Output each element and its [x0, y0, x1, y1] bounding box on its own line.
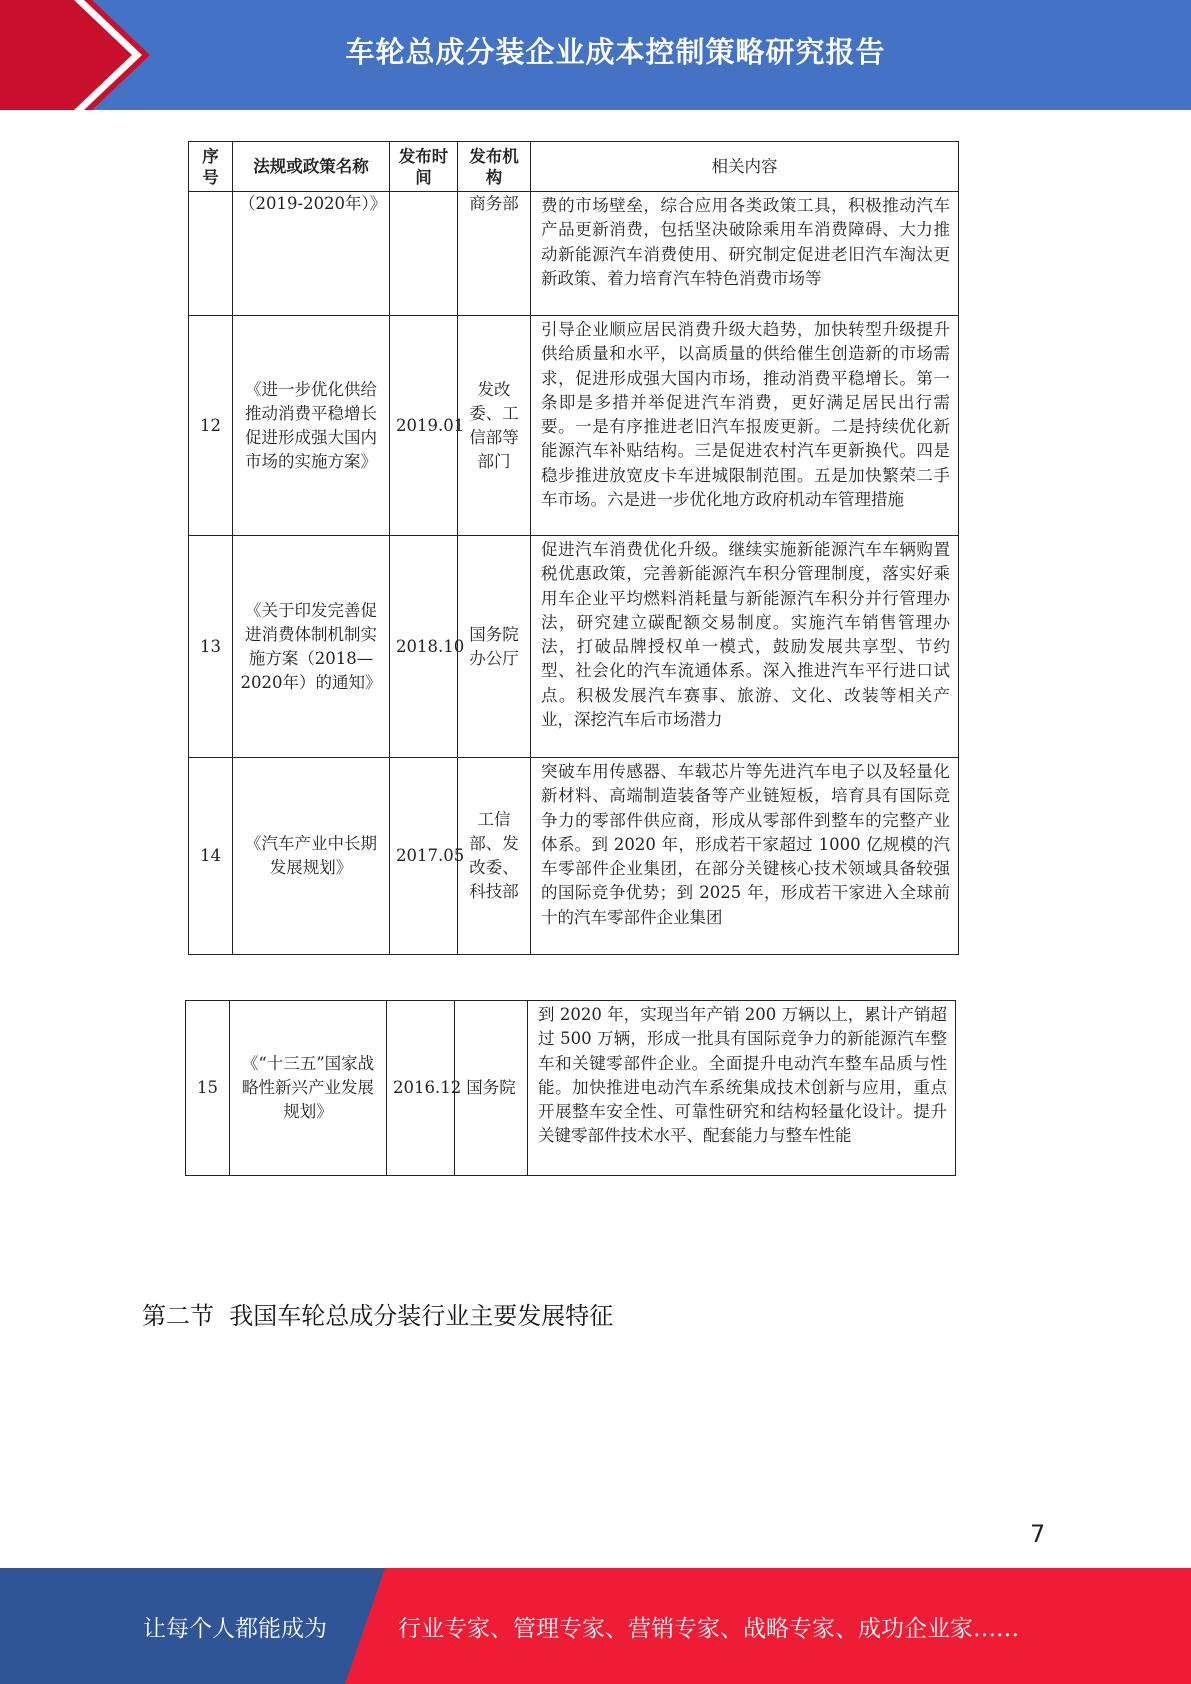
header-banner: [0, 0, 1191, 110]
publishing-agency: 国务院办公厅: [458, 536, 531, 758]
footer-slogan-left: 让每个人都能成为: [143, 1615, 327, 1642]
policy-table-continued: [185, 1000, 956, 1176]
policy-name: 《进一步优化供给推动消费平稳增长促进形成强大国内市场的实施方案》: [233, 316, 390, 536]
related-content: 费的市场壁垒，综合应用各类政策工具，积极推动汽车产品更新消费，包括坚决破除乘用车消费障碍、大力推动新能源汽车消费使用、研究制定促进老旧汽车淘汰更新政策、着力培育汽车特色消费市场等: [531, 192, 959, 316]
table-header-row: [189, 142, 959, 192]
footer-banner: [0, 1568, 1191, 1684]
table-row: [189, 536, 959, 758]
column-header-date: 发布时间: [390, 142, 458, 192]
table-row: [186, 1001, 956, 1176]
row-number: [189, 192, 233, 316]
section-heading: 第二节 我国车轮总成分装行业主要发展特征: [142, 1302, 614, 1330]
publish-date: 2016.12: [387, 1001, 455, 1176]
table-row: [189, 316, 959, 536]
policy-table: [188, 141, 959, 955]
table-row: [189, 192, 959, 316]
row-number: 13: [189, 536, 233, 758]
publish-date: 2018.10: [390, 536, 458, 758]
policy-name: 《关于印发完善促进消费体制机制实施方案（2018—2020年）的通知》: [233, 536, 390, 758]
publishing-agency: 国务院: [455, 1001, 528, 1176]
row-number: 12: [189, 316, 233, 536]
publish-date: 2019.01: [390, 316, 458, 536]
publishing-agency: 工信部、发改委、科技部: [458, 758, 531, 955]
column-header-name: 法规或政策名称: [233, 142, 390, 192]
policy-name: 《汽车产业中长期发展规划》: [233, 758, 390, 955]
related-content: 突破车用传感器、车载芯片等先进汽车电子以及轻量化新材料、高端制造装备等产业链短板，培育具有国际竞争力的零部件供应商，形成从零部件到整车的完整产业体系。到 2020 年，形成若干家超过 1000 亿规模的汽车零部件企业集团，在部分关键核心技术领域具备较强的国际竞争优势；到 2025 年，形成若干家进入全球前十的汽车零部件企业集团: [531, 758, 959, 955]
column-header-agency: 发布机构: [458, 142, 531, 192]
policy-name: （2019-2020年）》: [233, 192, 390, 316]
related-content: 促进汽车消费优化升级。继续实施新能源汽车车辆购置税优惠政策，完善新能源汽车积分管理制度，落实好乘用车企业平均燃料消耗量与新能源汽车积分并行管理办法，研究建立碳配额交易制度。实施汽车销售管理办法，打破品牌授权单一模式，鼓励发展共享型、节约型、社会化的汽车流通体系。深入推进汽车平行进口试点。积极发展汽车赛事、旅游、文化、改装等相关产业，深挖汽车后市场潜力: [531, 536, 959, 758]
report-title: 车轮总成分装企业成本控制策略研究报告: [345, 34, 886, 69]
table-row: [189, 758, 959, 955]
column-header-no: 序号: [189, 142, 233, 192]
column-header-content: 相关内容: [531, 142, 959, 192]
publishing-agency: 发改委、工信部等部门: [458, 316, 531, 536]
page-number: 7: [1030, 1520, 1046, 1548]
footer-slogan-right: 行业专家、管理专家、营销专家、战略专家、成功企业家……: [398, 1615, 1019, 1642]
related-content: 引导企业顺应居民消费升级大趋势，加快转型升级提升供给质量和水平，以高质量的供给催生创造新的市场需求，促进形成强大国内市场，推动消费平稳增长。第一条即是多措并举促进汽车消费，更好满足居民出行需要。一是有序推进老旧汽车报废更新。二是持续优化新能源汽车补贴结构。三是促进农村汽车更新换代。四是稳步推进放宽皮卡车进城限制范围。五是加快繁荣二手车市场。六是进一步优化地方政府机动车管理措施: [531, 316, 959, 536]
row-number: 14: [189, 758, 233, 955]
policy-name: 《“十三五”国家战略性新兴产业发展规划》: [230, 1001, 387, 1176]
publishing-agency: 商务部: [458, 192, 531, 316]
related-content: 到 2020 年，实现当年产销 200 万辆以上，累计产销超过 500 万辆，形成一批具有国际竞争力的新能源汽车整车和关键零部件企业。全面提升电动汽车整车品质与性能。加快推进电动汽车系统集成技术创新与应用，重点开展整车安全性、可靠性研究和结构轻量化设计。提升关键零部件技术水平、配套能力与整车性能: [528, 1001, 956, 1176]
publish-date: [390, 192, 458, 316]
row-number: 15: [186, 1001, 230, 1176]
publish-date: 2017.05: [390, 758, 458, 955]
